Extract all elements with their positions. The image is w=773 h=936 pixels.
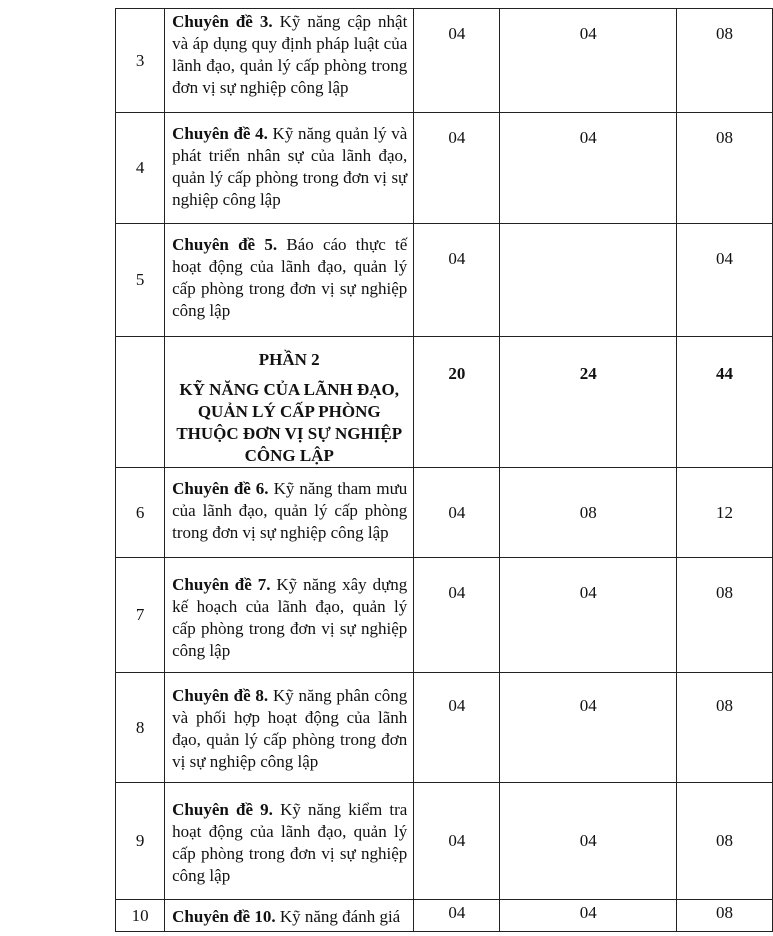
total-hours: 08 (677, 673, 773, 783)
section-header (165, 337, 414, 468)
curriculum-table (115, 8, 773, 932)
theory-hours: 04 (414, 900, 500, 932)
topic-cell (165, 224, 414, 337)
topic-text: Kỹ năng tham mưu của lãnh đạo, quản lý cấp phòng trong đơn vị sự nghiệp công lập (172, 479, 408, 542)
topic-cell (165, 9, 414, 113)
topic-title: Chuyên đề 7. (172, 575, 271, 594)
practice-hours: 24 (500, 337, 677, 468)
practice-hours: 04 (500, 558, 677, 673)
total-hours: 08 (677, 9, 773, 113)
section-subtitle: KỸ NĂNG CỦA LÃNH ĐẠO, QUẢN LÝ CẤP PHÒNG THUỘC ĐƠN VỊ SỰ NGHIỆP CÔNG LẬP (176, 380, 403, 465)
table-row (116, 558, 773, 673)
topic-text: Kỹ năng kiểm tra hoạt động của lãnh đạo, quản lý cấp phòng trong đơn vị sự nghiệp công lập (172, 800, 408, 885)
row-number: 8 (116, 673, 165, 783)
topic-title: Chuyên đề 9. (172, 800, 273, 819)
row-number: 3 (116, 9, 165, 113)
total-hours: 12 (677, 468, 773, 558)
row-number: 6 (116, 468, 165, 558)
table-row (116, 468, 773, 558)
topic-text: Kỹ năng phân công và phối hợp hoạt động của lãnh đạo, quản lý cấp phòng trong đơn vị sự nghiệp công lập (172, 686, 408, 771)
practice-hours (500, 224, 677, 337)
table-row (116, 783, 773, 900)
topic-cell (165, 673, 414, 783)
theory-hours: 20 (414, 337, 500, 468)
topic-text: Kỹ năng đánh giá (279, 907, 401, 926)
row-number: 4 (116, 113, 165, 224)
practice-hours: 04 (500, 9, 677, 113)
theory-hours: 04 (414, 783, 500, 900)
topic-cell (165, 468, 414, 558)
table-row (116, 9, 773, 113)
row-number: 5 (116, 224, 165, 337)
row-number (116, 337, 165, 468)
table-row (116, 673, 773, 783)
theory-hours: 04 (414, 113, 500, 224)
row-number: 9 (116, 783, 165, 900)
topic-title: Chuyên đề 5. (172, 235, 278, 254)
theory-hours: 04 (414, 224, 500, 337)
table-row (116, 900, 773, 932)
topic-cell (165, 558, 414, 673)
practice-hours: 04 (500, 673, 677, 783)
total-hours: 44 (677, 337, 773, 468)
topic-title: Chuyên đề 3. (172, 12, 273, 31)
topic-cell (165, 113, 414, 224)
theory-hours: 04 (414, 558, 500, 673)
topic-title: Chuyên đề 10. (172, 907, 276, 926)
table-row (116, 224, 773, 337)
table-row (116, 113, 773, 224)
section-row (116, 337, 773, 468)
practice-hours: 04 (500, 783, 677, 900)
total-hours: 08 (677, 783, 773, 900)
topic-cell (165, 900, 414, 932)
total-hours: 04 (677, 224, 773, 337)
theory-hours: 04 (414, 673, 500, 783)
total-hours: 08 (677, 558, 773, 673)
total-hours: 08 (677, 900, 773, 932)
row-number: 7 (116, 558, 165, 673)
theory-hours: 04 (414, 9, 500, 113)
row-number: 10 (116, 900, 165, 932)
topic-text: Kỹ năng xây dựng kế hoạch của lãnh đạo, quản lý cấp phòng trong đơn vị sự nghiệp công lập (172, 575, 408, 660)
practice-hours: 08 (500, 468, 677, 558)
practice-hours: 04 (500, 900, 677, 932)
topic-text: Báo cáo thực tế hoạt động của lãnh đạo, quản lý cấp phòng trong đơn vị sự nghiệp công lập (172, 235, 408, 320)
topic-text: Kỹ năng cập nhật và áp dụng quy định pháp luật của lãnh đạo, quản lý cấp phòng trong đơn vị sự nghiệp công lập (172, 12, 408, 97)
topic-title: Chuyên đề 6. (172, 479, 269, 498)
total-hours: 08 (677, 113, 773, 224)
practice-hours: 04 (500, 113, 677, 224)
topic-text: Kỹ năng quản lý và phát triển nhân sự của lãnh đạo, quản lý cấp phòng trong đơn vị sự nghiệp công lập (172, 124, 408, 209)
topic-cell (165, 783, 414, 900)
topic-title: Chuyên đề 8. (172, 686, 269, 705)
topic-title: Chuyên đề 4. (172, 124, 268, 143)
theory-hours: 04 (414, 468, 500, 558)
section-title: PHẦN 2 (258, 350, 320, 369)
